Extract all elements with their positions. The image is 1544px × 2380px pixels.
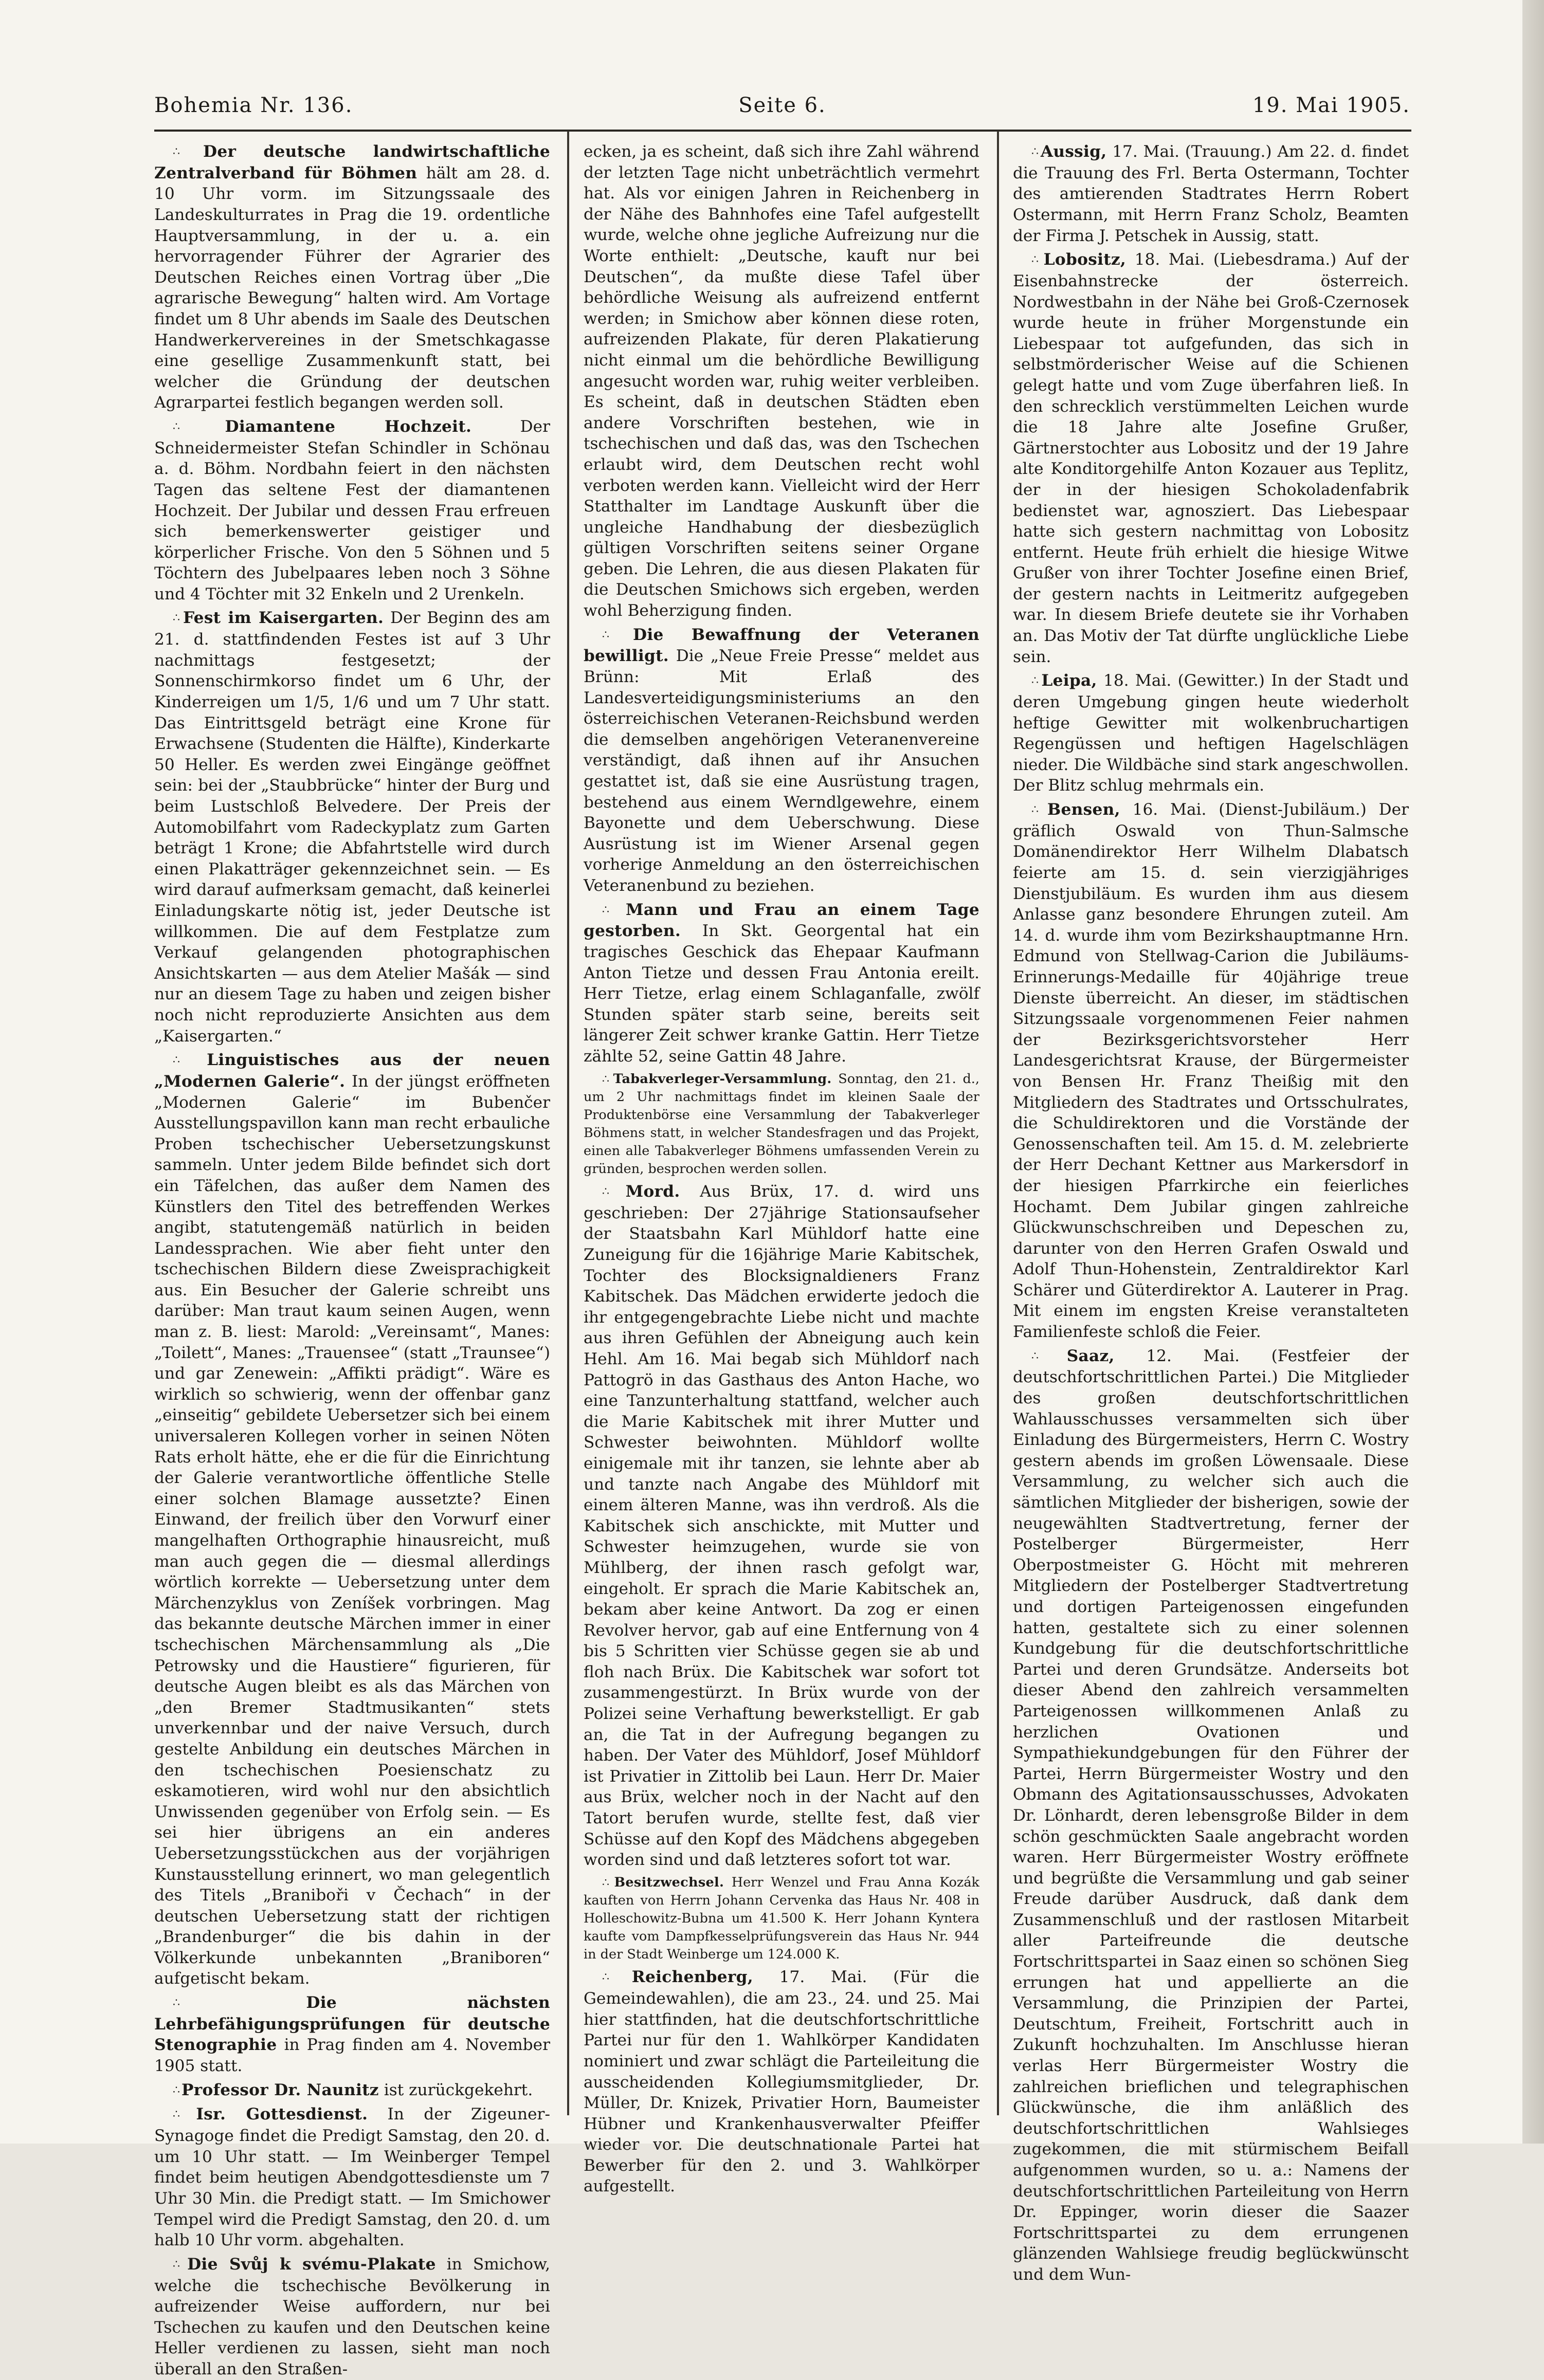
article-headline: Tabakverleger-Versammlung. bbox=[613, 1071, 832, 1087]
article-body: Der Beginn des am 21. d. stattfindenden Festes ist auf 3 Uhr nachmittags festgesetzt; der Sonnenschirmkorso findet um 6 Uhr, der Kinderreigen um 1/5, 1/6 und um 7 Uhr statt. Das Eintrittsgeld beträgt eine Krone für Erwachsene (Studenten die Hälfte), Kinderkarte 50 Heller. Es werden zwei Eingänge geöffnet sein: bei der „Staubbrücke“ hinter der Burg und beim Lustschloß Belvedere. Der Preis der Automobilfahrt vom Radeckyplatz zum Garten beträgt 1 Krone; die Abfahrtstelle wird durch einen Plakatträger gekennzeichnet sein. — Es wird darauf aufmerksam gemacht, daß keinerlei Einladungskarte nötig ist, jeder Deutsche ist willkommen. Die auf dem Festplatze zum Verkauf gelangenden photographischen Ansichtskarten — aus dem Atelier Mašák — sind nur an diesem Tage zu haben und zeigen bisher noch nicht reproduzierte Ansichten aus dem „Kaisergarten.“ bbox=[154, 609, 550, 1046]
header-rule bbox=[154, 130, 1411, 132]
asterism-icon: ∴ bbox=[602, 1876, 614, 1890]
article bbox=[1013, 670, 1409, 796]
article bbox=[584, 1181, 979, 1871]
article-body: In der jüngst eröffneten „Modernen Galerie“ im Bubenčer Ausstellungspavillon kann man recht erbauliche Proben tschechischer Uebersetzungskunst sammeln. Unter jedem Bilde befindet sich dort ein Täfelchen, das außer dem Namen des Künstlers den Titel des betreffenden Werkes angibt, statutengemäß natürlich in beiden Landessprachen. Wie aber fieht unter den tschechischen Bildern diese Zweisprachigkeit aus. Ein Besucher der Galerie schreibt uns darüber: Man traut kaum seinen Augen, wenn man z. B. liest: Marold: „Vereinsamt“, Manes: „Toilett“, Manes: „Trauensee“ (statt „Traunsee“) und gar Zenewein: „Affikti prädigt“. Wäre es wirklich so schwierig, wenn der offenbar ganz „einseitig“ gebildete Uebersetzer sich bei einem universaleren Kollegen vorher in seinen Nöten Rats erholt hätte, ehe er die für die Einrichtung der Galerie verantwortliche öffentliche Stelle einer solchen Blamage aussetzte? Einen Einwand, der freilich über den Vorwurf einer mangelhaften Orthographie hinausreicht, muß man auch gegen die — diesmal allerdings wörtlich korrekte — Uebersetzung unter dem Märchenzyklus von Zeníšek vorbringen. Mag das bekannte deutsche Märchen immer in einer tschechischen Märchensammlung als „Die Petrowsky und die Haustiere“ figurieren, für deutsche Augen bleibt es als das Märchen von „den Bremer Stadtmusikanten“ stets unverkennbar und der naive Versuch, durch gestelte Anbildung ein deutsches Märchen in den tschechischen Poesienschatz zu eskamotieren, wird wohl nur den absichtlich Unwissenden gegenüber von Erfolg sein. — Es sei hier übrigens an ein anderes Uebersetzungsstückchen aus der vorjährigen Kunstausstellung erinnert, wo man gelegentlich des Titels „Braniboři v Čechach“ in der deutschen Uebersetzung statt der richtigen „Brandenburger“ die bis dahin in der Völkerkunde unbekannten „Braniboren“ aufgetischt bekam. bbox=[154, 1072, 550, 1988]
asterism-icon: ∴ bbox=[1031, 803, 1047, 817]
article-headline: Der deutsche landwirtschaftliche Zentralverband für Böhmen bbox=[154, 142, 550, 182]
article-headline: Professor Dr. Naunitz bbox=[181, 2080, 379, 2099]
article bbox=[584, 1874, 979, 1964]
article-headline: Aussig, bbox=[1040, 142, 1107, 161]
article-body: In der Zigeuner-Synagoge findet die Predigt Samstag, den 20. d. um 10 Uhr statt. — Im Weinberger Tempel findet beim heutigen Abendgottesdienste um 7 Uhr 30 Min. die Predigt statt. — Im Smichower Tempel wird die Predigt Samstag, den 20. d. um halb 10 Uhr vorm. abgehalten. bbox=[154, 2105, 550, 2250]
article-headline: Die Bewaffnung der Veteranen bewilligt. bbox=[584, 625, 979, 666]
article-body: 16. Mai. (Dienst-Jubiläum.) Der gräflich Oswald von Thun-Salmsche Domänendirektor Herr Wilhelm Dlabatsch feierte am 15. d. sein vierzigjähriges Dienstjubiläum. Es wurden ihm aus diesem Anlasse ganz besondere Ehrungen zuteil. Am 14. d. wurde ihm vom Bezirkshauptmanne Hrn. Edmund von Stellwag-Carion die Jubiläums-Erinnerungs-Medaille für 40jährige treue Dienste überreicht. An dieser, im städtischen Sitzungssaale vorgenommenen Feier nahmen der Bezirksgerichtsvorsteher Herr Landesgerichtsrat Krause, der Bürgermeister von Bensen Hr. Franz Theißig mit den Mitgliedern des Stadtrates und Ortsschulrates, die Schuldirektoren und die Vorstände der Genossenschaften teil. Am 15. d. M. zelebrierte der Herr Dechant Kettner aus Markersdorf in der hiesigen Pfarrkirche ein feierliches Hochamt. Dem Jubilar gingen zahlreiche Glückwunschschreiben und Depeschen zu, darunter von den Herren Grafen Oswald und Adolf Thun-Hohenstein, Zentraldirektor Karl Schärer und Güterdirektor A. Lauterer in Prag. Mit einem im engsten Kreise veranstalteten Familienfeste schloß die Feier. bbox=[1013, 800, 1409, 1342]
article-body: Sonntag, den 21. d., um 2 Uhr nachmittags findet im kleinen Saale der Produktenbörse eine Versammlung der Tabakverleger Böhmens statt, in welcher Standesfragen und das Projekt, einen alle Tabakverleger Böhmens umfassenden Verein zu gründen, besprochen werden sollen. bbox=[584, 1071, 979, 1177]
article-headline: Die nächsten Lehrbefähigungsprüfungen für deutsche Stenographie bbox=[154, 1993, 550, 2055]
asterism-icon: ∴ bbox=[602, 628, 633, 642]
asterism-icon: ∴ bbox=[173, 420, 225, 434]
article bbox=[584, 1967, 979, 2197]
article-body: Herr Wenzel und Frau Anna Kozák kauften von Herrn Johann Cervenka das Haus Nr. 408 in Holleschowitz-Bubna um 41.500 K. Herr Johann Kyntera kaufte vom Dampfkesselprüfungsverein das Haus Nr. 944 in der Stadt Weinberge um 124.000 K. bbox=[584, 1874, 980, 1963]
article-body: ecken, ja es scheint, daß sich ihre Zahl während der letzten Tage nicht unbeträchtlich vermehrt hat. Als vor einigen Jahren in Reichenberg in der Nähe des Bahnhofes eine Tafel aufgestellt wurde, welche ohne jegliche Aufreizung nur die Worte enthielt: „Deutsche, kauft nur bei Deutschen“, da mußte diese Tafel über behördliche Weisung als aufreizend entfernt werden; in Smichow aber können diese roten, aufreizenden Plakate, für deren Plakatierung nicht einmal um die behördliche Bewilligung angesucht worden war, ruhig weiter verbleiben. Es scheint, daß in deutschen Städten eben andere Vorschriften bestehen, wie in tschechischen und daß das, was den Tschechen erlaubt wird, dem Deutschen recht wohl verboten werden kann. Vielleicht wird der Herr Statthalter im Landtage Auskunft über die ungleiche Handhabung der diesbezüglich gültigen Vorschriften seitens seiner Organe geben. Die Lehren, die aus diesen Plakaten für die Deutschen Smichows sich ergeben, werden wohl Beherzigung finden. bbox=[584, 142, 979, 620]
asterism-icon: ∴ bbox=[173, 1997, 306, 2010]
header-page-number: Seite 6. bbox=[738, 94, 826, 117]
article-body: 17. Mai. (Trauung.) Am 22. d. findet die Trauung des Frl. Berta Ostermann, Tochter des amtierenden Stadtrates Herrn Robert Ostermann, mit Herrn Franz Scholz, Beamten der Firma J. Petschek in Aussig, statt. bbox=[1013, 142, 1409, 245]
column-2 bbox=[584, 141, 980, 2196]
page-header bbox=[154, 87, 1410, 129]
article-body: Der Schneidermeister Stefan Schindler in Schönau a. d. Böhm. Nordbahn feiert in den nächsten Tagen das seltene Fest der diamantenen Hochzeit. Der Jubilar und dessen Frau erfreuen sich bemerkenswerter geistiger und körperlicher Frische. Von den 5 Söhnen und 5 Töchtern des Jubelpaares leben noch 3 Söhne und 4 Töchter mit 32 Enkeln und 2 Urenkeln. bbox=[154, 417, 550, 603]
article-body: in Prag finden am 4. November 1905 statt. bbox=[154, 2036, 550, 2076]
article-headline: Reichenberg, bbox=[631, 1968, 753, 1987]
article-headline: Bensen, bbox=[1047, 800, 1120, 819]
asterism-icon: ∴ bbox=[1031, 253, 1044, 267]
article bbox=[584, 1070, 979, 1179]
article-body: hält am 28. d. 10 Uhr vorm. im Sitzungssaale des Landeskulturrates in Prag die 19. ordentliche Hauptversammlung, in der u. a. ein hervorragender Führer der Agrarier des Deutschen Reiches einen Vortrag über „Die agrarische Bewegung“ halten wird. Am Vortage findet um 8 Uhr abends im Saale des Deutschen Handwerkervereines in der Smetschkagasse eine gesellige Zusammenkunft statt, bei welcher die Gründung der deutschen Agrarpartei festlich begangen werden soll. bbox=[154, 163, 550, 412]
article-body: in Smichow, welche die tschechische Bevölkerung in aufreizender Weise auffordern, nur bei Tschechen zu kaufen und den Deutschen keine Heller verdienen zu lassen, sieht man noch überall an den Straßen- bbox=[154, 2255, 550, 2378]
article-body: ist zurückgekehrt. bbox=[384, 2080, 533, 2099]
article-headline: Saaz, bbox=[1066, 1346, 1115, 1365]
article bbox=[154, 416, 550, 605]
article-body: 17. Mai. (Für die Gemeindewahlen), die am 23., 24. und 25. Mai hier stattfinden, hat die deutschfortschrittliche Partei nur für den 1. Wahlkörper Kandidaten nominiert und zwar schlägt die Parteileitung die ausscheidenden Kollegiumsmitglieder, Dr. Müller, Dr. Knizek, Privatier Horn, Baumeister Hübner und Krankenhausverwalter Pfeiffer wieder vor. Die deutschnationale Partei hat Bewerber für den 2. und 3. Wahlkörper aufgestellt. bbox=[584, 1968, 979, 2196]
article-body: Die „Neue Freie Presse“ meldet aus Brünn: Mit Erlaß des Landesverteidigungsministeriums an den österreichischen Veteranen-Reichsbund werden die demselben angehörigen Veteranenvereine verständigt, daß ihnen auf ihr Ansuchen gestattet ist, daß sie eine Ausrüstung tragen, bestehend aus einem Werndlgewehre, einem Bayonette und dem Ueberschwung. Diese Ausrüstung ist im Wiener Arsenal gegen vorherige Anmeldung an den österreichischen Veteranenbund zu beziehen. bbox=[584, 647, 979, 895]
column-1 bbox=[154, 141, 550, 2378]
asterism-icon: ∴ bbox=[602, 1073, 613, 1086]
asterism-icon: ∴ bbox=[173, 2108, 196, 2121]
article bbox=[1013, 141, 1409, 246]
asterism-icon: ∴ bbox=[173, 1054, 207, 1067]
asterism-icon: ∴ bbox=[602, 1971, 632, 1984]
article-body: In Skt. Georgental hat ein tragisches Geschick das Ehepaar Kaufmann Anton Tietze und dessen Frau Antonia ereilt. Herr Tietze, erlag einem Schlaganfalle, zwölf Stunden später starb seine, bereits seit längerer Zeit schwer kranke Gattin. Herr Tietze zählte 52, seine Gattin 48 Jahre. bbox=[584, 922, 979, 1066]
article bbox=[154, 2254, 550, 2380]
article-headline: Mord. bbox=[625, 1182, 680, 1201]
article-headline: Isr. Gottesdienst. bbox=[196, 2105, 368, 2124]
article bbox=[1013, 249, 1409, 667]
header-masthead: Bohemia Nr. 136. bbox=[154, 94, 353, 117]
page-edge-shadow bbox=[1522, 0, 1544, 2144]
asterism-icon: ∴ bbox=[1031, 674, 1042, 688]
column-3 bbox=[1013, 141, 1409, 2284]
article bbox=[584, 625, 979, 896]
asterism-icon: ∴ bbox=[173, 612, 183, 625]
article-body: Aus Brüx, 17. d. wird uns geschrieben: Der 27jährige Stationsaufseher der Staatsbahn Karl Mühldorf hatte eine Zuneigung für die 16jährige Marie Kabitschek, Tochter des Blocksignaldieners Franz Kabitschek. Das Mädchen erwiderte jedoch die ihr entgegengebrachte Liebe nicht und machte aus ihren Gefühlen der Abneigung auch kein Hehl. Am 16. Mai begab sich Mühldorf nach Pattogrö in das Gasthaus des Anton Hache, wo eine Tanzunterhaltung stattfand, welcher auch die Marie Kabitschek mit ihrer Mutter und Schwester beiwohnten. Mühldorf wollte einigemale mit ihr tanzen, sie lehnte aber ab und tanzte nach Angabe des Mühldorf mit einem älteren Manne, was ihn verdroß. Als die Kabitschek sich anschickte, mit Mutter und Schwester heimzugehen, wurde sie von Mühlberg, der ihnen rasch gefolgt war, eingeholt. Er sprach die Marie Kabitschek an, bekam aber keine Antwort. Da zog er einen Revolver hervor, gab auf eine Entfernung von 4 bis 5 Schritten vier Schüsse gegen sie ab und floh nach Brüx. Die Kabitschek war sofort tot zusammengestürzt. In Brüx wurde von der Polizei seine Verhaftung bewerkstelligt. Er gab an, die Tat in der Aufregung begangen zu haben. Der Vater des Mühldorf, Josef Mühldorf ist Privatier in Zittolib bei Laun. Herr Dr. Maier aus Brüx, welcher noch in der Nacht auf den Tatort berufen wurde, stellte fest, daß vier Schüsse auf den Kopf des Mädchens abgegeben worden sind und daß letzteres sofort tot war. bbox=[584, 1182, 980, 1870]
article-headline: Linguistisches aus der neuen „Modernen Galerie“. bbox=[154, 1051, 550, 1091]
asterism-icon: ∴ bbox=[1031, 145, 1041, 159]
asterism-icon: ∴ bbox=[173, 145, 204, 159]
article-body: 18. Mai. (Liebesdrama.) Auf der Eisenbahnstrecke der österreich. Nordwestbahn in der Nähe bei Groß-Czernosek wurde heute in früher Morgenstunde ein Liebespaar tot aufgefunden, das sich in selbstmörderischer Weise auf die Schienen gelegt hatte und vom Zuge überfahren ließ. In den schrecklich verstümmelten Leichen wurde die 18 Jahre alte Josefine Grußer, Gärtnerstochter aus Lobositz und der 19 Jahre alte Konditorgehilfe Anton Kozauer aus Teplitz, der in der hiesigen Schokoladenfabrik bedienstet war, agnosziert. Das Liebespaar hatte sich gestern nachmittag von Lobositz entfernt. Heute früh erhielt die hiesige Witwe Grußer von ihrer Tochter Josefine einen Brief, der gestern nachts in Leitmeritz aufgegeben war. In diesem Briefe deutete sie ihr Vorhaben an. Das Motiv der Tat dürfte unglückliche Liebe sein. bbox=[1013, 250, 1409, 666]
article bbox=[154, 2080, 550, 2101]
article bbox=[154, 608, 550, 1047]
article bbox=[154, 141, 550, 413]
article-headline: Mann und Frau an einem Tage gestorben. bbox=[584, 900, 979, 941]
article bbox=[584, 900, 979, 1067]
asterism-icon: ∴ bbox=[602, 903, 626, 917]
asterism-icon: ∴ bbox=[1031, 1349, 1067, 1363]
article-headline: Diamantene Hochzeit. bbox=[225, 417, 472, 436]
article bbox=[154, 1050, 550, 1989]
article bbox=[1013, 1346, 1409, 2285]
header-date: 19. Mai 1905. bbox=[1252, 94, 1410, 117]
article-headline: Lobositz, bbox=[1043, 250, 1127, 269]
asterism-icon: ∴ bbox=[173, 2258, 188, 2271]
article bbox=[154, 2104, 550, 2250]
article bbox=[154, 1992, 550, 2077]
column-divider bbox=[567, 131, 569, 2115]
asterism-icon: ∴ bbox=[173, 2083, 181, 2097]
article-body: 12. Mai. (Festfeier der deutschfortschrittlichen Partei.) Die Mitglieder des großen deutschfortschrittlichen Wahlausschusses versammelten sich über Einladung des Bürgermeisters, Herrn C. Wostry gestern abends im großen Löwensaale. Diese Versammlung, zu welcher sich auch die sämtlichen Mitglieder der bisherigen, sowie der neugewählten Stadtvertretung, ferner der Postelberger Bürgermeister, Herr Oberpostmeister G. Höcht mit mehreren Mitgliedern der Postelberger Stadtvertretung und dortigen Parteigenossen eingefunden hatten, gestaltete sich zu einer solennen Kundgebung für die deutschfortschrittliche Partei und deren Grundsätze. Anderseits bot dieser Abend den zahlreich versammelten Parteigenossen willkommenen Anlaß zu herzlichen Ovationen und Sympathiekundgebungen für den Führer der Partei, Herrn Bürgermeister Wostry und den Obmann des Agitationsausschusses, Advokaten Dr. Lönhardt, deren lebensgroße Bilder in dem schön geschmückten Saale angebracht worden waren. Herr Bürgermeister Wostry eröffnete und begrüßte die Versammlung und gab seiner Freude darüber Ausdruck, daß dank dem Zusammenschluß und der rastlosen Mitarbeit aller Parteifreunde die deutsche Fortschrittspartei in Saaz einen so schönen Sieg errungen hat und appellierte an die Versammlung, die Prinzipien der Partei, Deutschtum, Freiheit, Fortschritt auch in Zukunft hochzuhalten. Im Anschlusse hieran verlas Herr Bürgermeister Wostry die zahlreichen brieflichen und telegraphischen Glückwünsche, die ihm anläßlich des deutschfortschrittlichen Wahlsieges zugekommen, die mit stürmischem Beifall aufgenommen wurden, so u. a.: Namens der deutschfortschrittlichen Parteileitung von Herrn Dr. Eppinger, worin dieser die Saazer Fortschrittspartei zu dem errungenen glänzenden Wahlsiege freudig beglückwünscht und dem Wun- bbox=[1013, 1346, 1409, 2284]
article bbox=[584, 141, 979, 621]
column-divider bbox=[997, 131, 999, 2115]
article-headline: Die Svůj k svému-Plakate bbox=[187, 2255, 436, 2274]
article bbox=[1013, 799, 1409, 1343]
asterism-icon: ∴ bbox=[602, 1185, 626, 1199]
article-body: 18. Mai. (Gewitter.) In der Stadt und deren Umgebung gingen heute wiederholt heftige Gewitter mit wolkenbruchartigen Regengüssen und heftigen Hagelschlägen nieder. Die Wildbäche sind stark angeschwollen. Der Blitz schlug mehrmals ein. bbox=[1013, 671, 1409, 795]
article-headline: Leipa, bbox=[1041, 671, 1097, 690]
article-headline: Fest im Kaisergarten. bbox=[183, 609, 384, 628]
article-headline: Besitzwechsel. bbox=[614, 1874, 724, 1890]
